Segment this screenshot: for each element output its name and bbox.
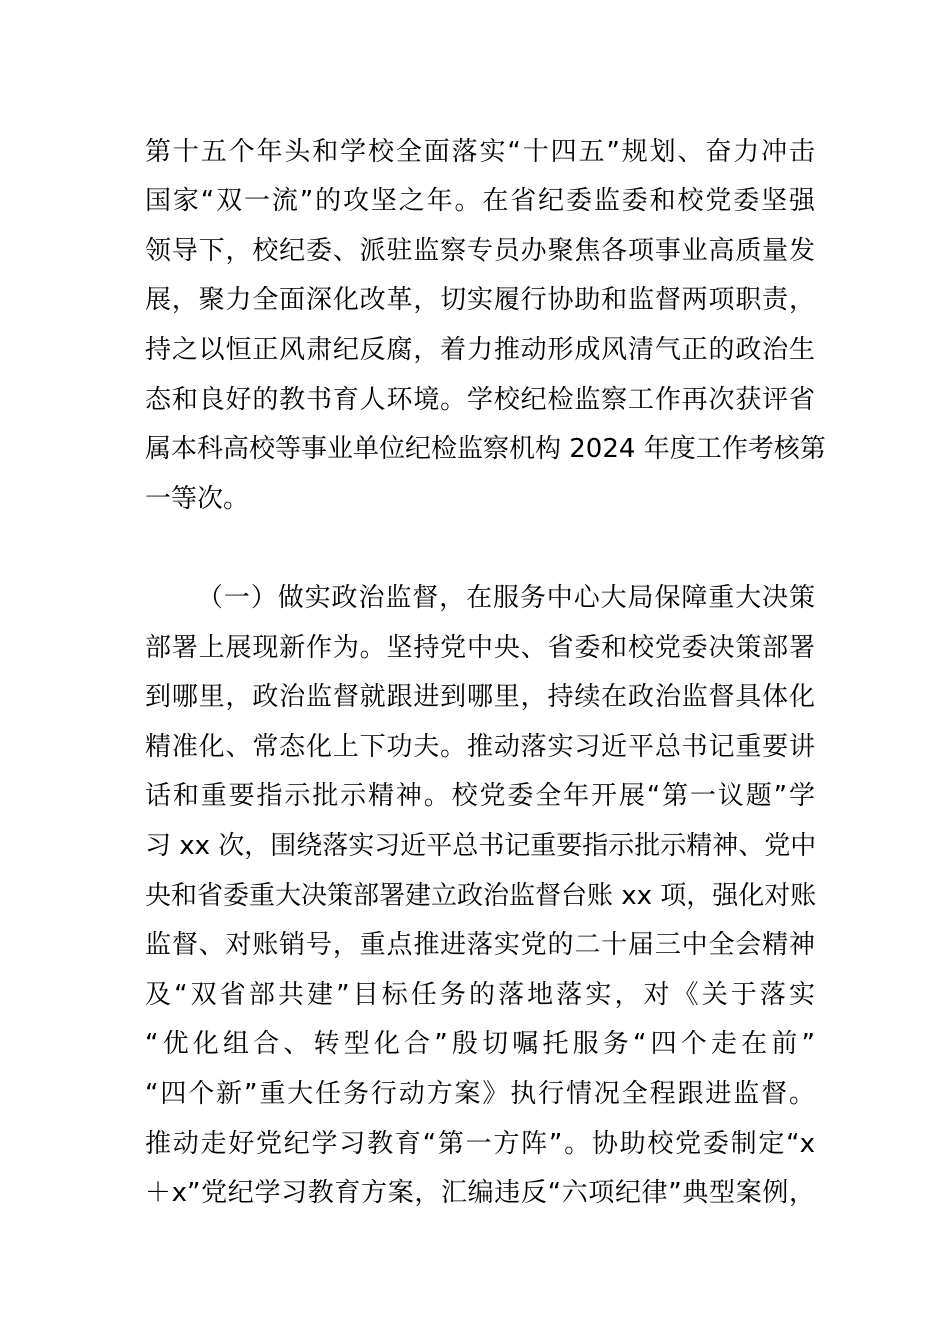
text-line: 央和省委重大决策部署建立政治监督台账 xx 项，强化对账 [145, 881, 817, 911]
text-line: 态和良好的教书育人环境。学校纪检监察工作再次获评省 [145, 385, 815, 415]
text-line: 部署上展现新作为。坚持党中央、省委和校党委决策部署 [145, 633, 815, 663]
text-line: 属本科高校等事业单位纪检监察机构 2024 年度工作考核第 [145, 434, 826, 464]
text-line: 国家“双一流”的攻坚之年。在省纪委监委和校党委坚强 [145, 186, 815, 216]
text-line: 及“双省部共建”目标任务的落地落实，对《关于落实 [145, 980, 815, 1010]
text-line: 一等次。 [145, 484, 250, 514]
text-line: 推动走好党纪学习教育“第一方阵”。协助校党委制定“x [145, 1129, 815, 1159]
text-line: “优化组合、转型化合”殷切嘱托服务“四个走在前” [145, 1029, 815, 1059]
text-line: 监督、对账销号，重点推进落实党的二十届三中全会精神 [145, 930, 815, 960]
text-line: 精准化、常态化上下功夫。推动落实习近平总书记重要讲 [145, 732, 815, 762]
text-line: 领导下，校纪委、派驻监察专员办聚焦各项事业高质量发 [145, 236, 815, 266]
text-line: 习 xx 次，围绕落实习近平总书记重要指示批示精神、党中 [145, 831, 817, 861]
text-line: 到哪里，政治监督就跟进到哪里，持续在政治监督具体化 [145, 682, 815, 712]
text-line: ＋x”党纪学习教育方案，汇编违反“六项纪律”典型案例， [145, 1178, 815, 1208]
section-heading-line: （一）做实政治监督，在服务中心大局保障重大决策 [197, 583, 815, 613]
text-line: 展，聚力全面深化改革，切实履行协助和监督两项职责， [145, 285, 815, 315]
text-line: 话和重要指示批示精神。校党委全年开展“第一议题”学 [145, 781, 815, 811]
text-line: “四个新”重大任务行动方案》执行情况全程跟进监督。 [145, 1079, 815, 1109]
text-line: 持之以恒正风肃纪反腐，着力推动形成风清气正的政治生 [145, 335, 815, 365]
text-line: 第十五个年头和学校全面落实“十四五”规划、奋力冲击 [145, 137, 815, 167]
